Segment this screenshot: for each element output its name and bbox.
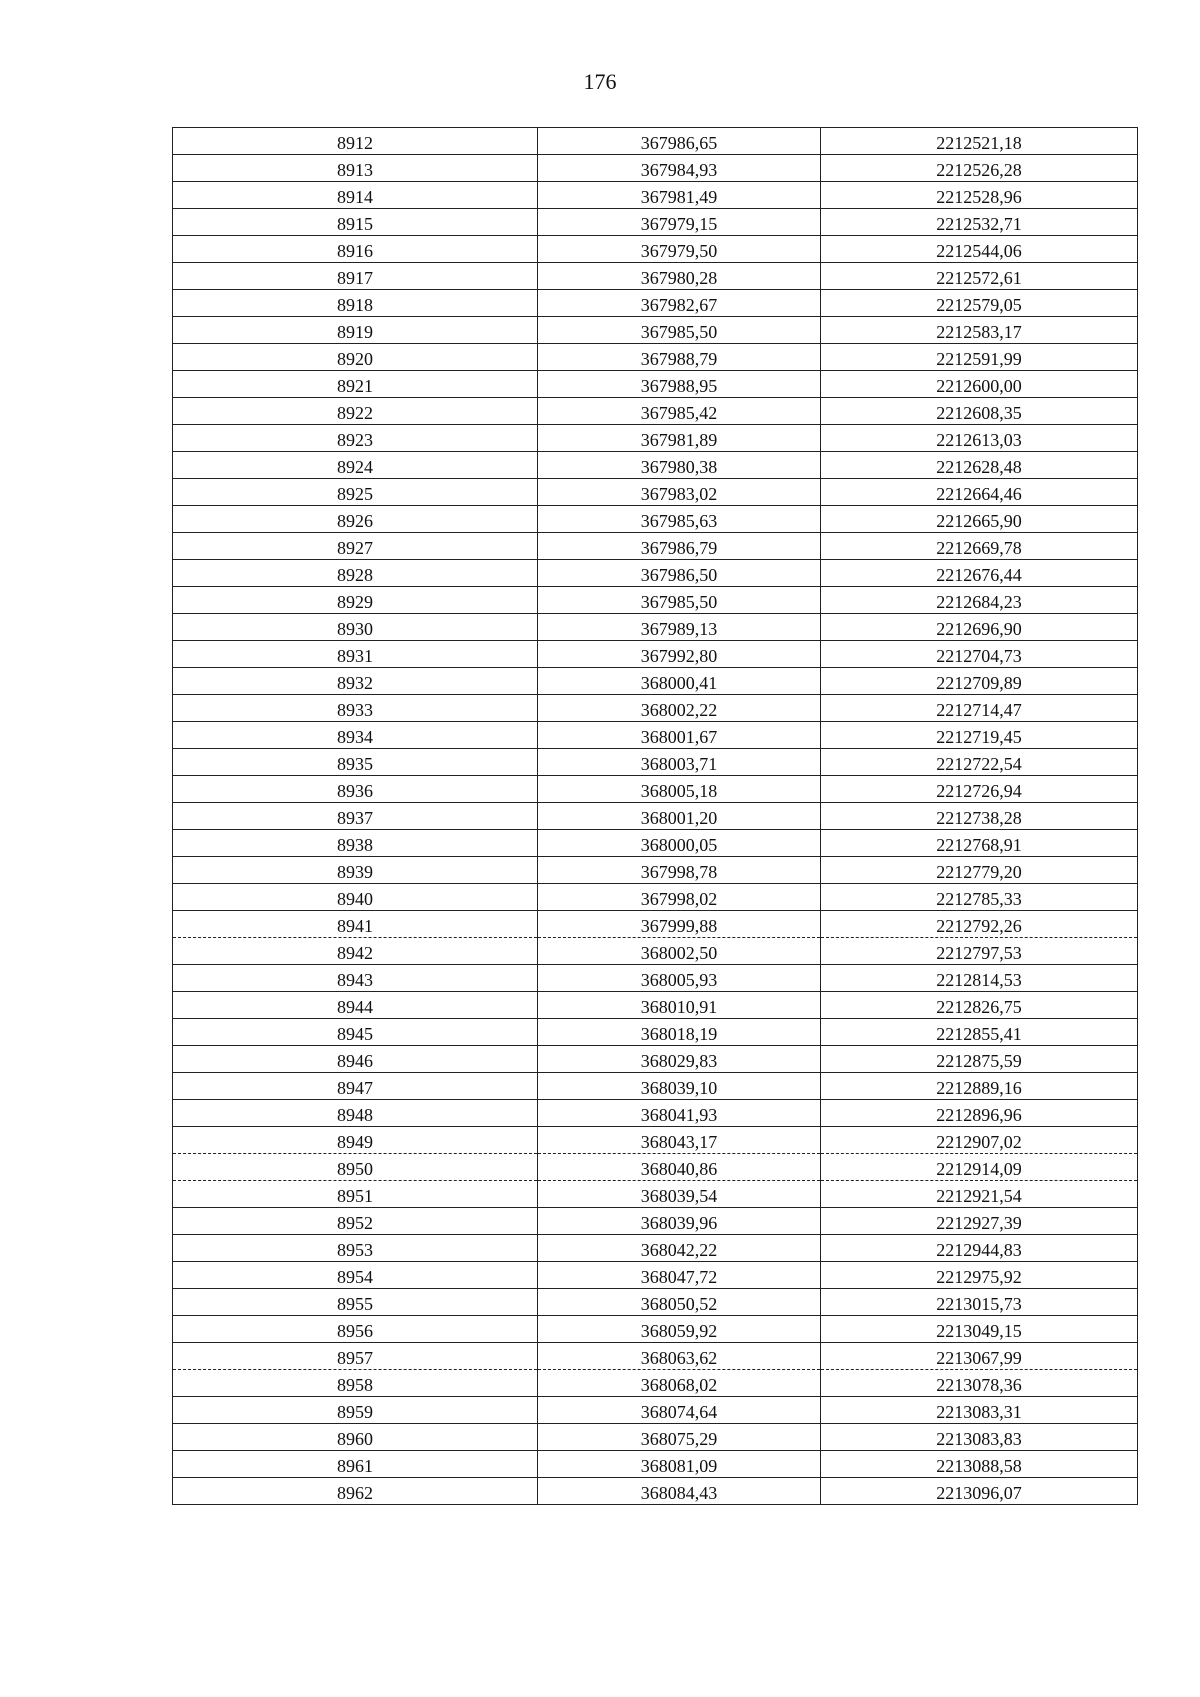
point-number-cell: 8950	[173, 1154, 538, 1181]
x-coordinate-cell: 368000,05	[538, 830, 821, 857]
y-coordinate-cell: 2212927,39	[821, 1208, 1138, 1235]
point-number-cell: 8914	[173, 182, 538, 209]
y-coordinate-cell: 2212572,61	[821, 263, 1138, 290]
point-number-cell: 8929	[173, 587, 538, 614]
y-coordinate-cell: 2212684,23	[821, 587, 1138, 614]
point-number-cell: 8944	[173, 992, 538, 1019]
table-row	[173, 911, 1138, 938]
y-coordinate-cell: 2213096,07	[821, 1478, 1138, 1505]
y-coordinate-cell: 2212855,41	[821, 1019, 1138, 1046]
x-coordinate-cell: 367986,79	[538, 533, 821, 560]
table-row	[173, 938, 1138, 965]
point-number-cell: 8938	[173, 830, 538, 857]
y-coordinate-cell: 2212521,18	[821, 128, 1138, 155]
y-coordinate-cell: 2212944,83	[821, 1235, 1138, 1262]
point-number-cell: 8920	[173, 344, 538, 371]
x-coordinate-cell: 368001,20	[538, 803, 821, 830]
point-number-cell: 8956	[173, 1316, 538, 1343]
point-number-cell: 8931	[173, 641, 538, 668]
coordinates-table-body	[173, 128, 1138, 1505]
y-coordinate-cell: 2212814,53	[821, 965, 1138, 992]
y-coordinate-cell: 2212669,78	[821, 533, 1138, 560]
x-coordinate-cell: 368005,93	[538, 965, 821, 992]
x-coordinate-cell: 368041,93	[538, 1100, 821, 1127]
x-coordinate-cell: 368059,92	[538, 1316, 821, 1343]
point-number-cell: 8943	[173, 965, 538, 992]
point-number-cell: 8961	[173, 1451, 538, 1478]
point-number-cell: 8921	[173, 371, 538, 398]
point-number-cell: 8917	[173, 263, 538, 290]
table-row	[173, 722, 1138, 749]
y-coordinate-cell: 2212579,05	[821, 290, 1138, 317]
x-coordinate-cell: 368000,41	[538, 668, 821, 695]
y-coordinate-cell: 2212526,28	[821, 155, 1138, 182]
point-number-cell: 8941	[173, 911, 538, 938]
y-coordinate-cell: 2212544,06	[821, 236, 1138, 263]
x-coordinate-cell: 368050,52	[538, 1289, 821, 1316]
point-number-cell: 8962	[173, 1478, 538, 1505]
point-number-cell: 8946	[173, 1046, 538, 1073]
y-coordinate-cell: 2212532,71	[821, 209, 1138, 236]
y-coordinate-cell: 2212608,35	[821, 398, 1138, 425]
x-coordinate-cell: 367998,02	[538, 884, 821, 911]
x-coordinate-cell: 368010,91	[538, 992, 821, 1019]
y-coordinate-cell: 2213015,73	[821, 1289, 1138, 1316]
table-row	[173, 1100, 1138, 1127]
y-coordinate-cell: 2213083,83	[821, 1424, 1138, 1451]
table-row	[173, 1127, 1138, 1154]
point-number-cell: 8913	[173, 155, 538, 182]
point-number-cell: 8942	[173, 938, 538, 965]
table-row	[173, 1451, 1138, 1478]
y-coordinate-cell: 2212613,03	[821, 425, 1138, 452]
page-number: 176	[583, 69, 617, 94]
y-coordinate-cell: 2213067,99	[821, 1343, 1138, 1370]
x-coordinate-cell: 368002,22	[538, 695, 821, 722]
y-coordinate-cell: 2212696,90	[821, 614, 1138, 641]
y-coordinate-cell: 2212600,00	[821, 371, 1138, 398]
x-coordinate-cell: 367988,95	[538, 371, 821, 398]
x-coordinate-cell: 368075,29	[538, 1424, 821, 1451]
table-row	[173, 1397, 1138, 1424]
x-coordinate-cell: 368039,54	[538, 1181, 821, 1208]
table-row	[173, 1262, 1138, 1289]
y-coordinate-cell: 2212738,28	[821, 803, 1138, 830]
y-coordinate-cell: 2212779,20	[821, 857, 1138, 884]
point-number-cell: 8937	[173, 803, 538, 830]
x-coordinate-cell: 367980,28	[538, 263, 821, 290]
x-coordinate-cell: 367984,93	[538, 155, 821, 182]
point-number-cell: 8952	[173, 1208, 538, 1235]
x-coordinate-cell: 368018,19	[538, 1019, 821, 1046]
x-coordinate-cell: 367981,89	[538, 425, 821, 452]
table-row	[173, 1316, 1138, 1343]
point-number-cell: 8954	[173, 1262, 538, 1289]
y-coordinate-cell: 2212665,90	[821, 506, 1138, 533]
x-coordinate-cell: 368063,62	[538, 1343, 821, 1370]
point-number-cell: 8960	[173, 1424, 538, 1451]
table-row	[173, 1208, 1138, 1235]
table-row	[173, 1019, 1138, 1046]
point-number-cell: 8936	[173, 776, 538, 803]
x-coordinate-cell: 367999,88	[538, 911, 821, 938]
y-coordinate-cell: 2212914,09	[821, 1154, 1138, 1181]
x-coordinate-cell: 368081,09	[538, 1451, 821, 1478]
table-row	[173, 992, 1138, 1019]
x-coordinate-cell: 368039,96	[538, 1208, 821, 1235]
table-row	[173, 1235, 1138, 1262]
x-coordinate-cell: 368068,02	[538, 1370, 821, 1397]
point-number-cell: 8933	[173, 695, 538, 722]
point-number-cell: 8915	[173, 209, 538, 236]
table-row	[173, 776, 1138, 803]
table-row	[173, 695, 1138, 722]
y-coordinate-cell: 2212719,45	[821, 722, 1138, 749]
table-row	[173, 236, 1138, 263]
x-coordinate-cell: 368003,71	[538, 749, 821, 776]
x-coordinate-cell: 367982,67	[538, 290, 821, 317]
point-number-cell: 8934	[173, 722, 538, 749]
table-row	[173, 425, 1138, 452]
table-row	[173, 344, 1138, 371]
table-row	[173, 1370, 1138, 1397]
table-row	[173, 1424, 1138, 1451]
x-coordinate-cell: 367985,50	[538, 587, 821, 614]
point-number-cell: 8918	[173, 290, 538, 317]
point-number-cell: 8951	[173, 1181, 538, 1208]
table-row	[173, 398, 1138, 425]
point-number-cell: 8957	[173, 1343, 538, 1370]
table-row	[173, 641, 1138, 668]
table-row	[173, 263, 1138, 290]
x-coordinate-cell: 368043,17	[538, 1127, 821, 1154]
point-number-cell: 8922	[173, 398, 538, 425]
y-coordinate-cell: 2212921,54	[821, 1181, 1138, 1208]
table-row	[173, 506, 1138, 533]
x-coordinate-cell: 367998,78	[538, 857, 821, 884]
table-row	[173, 452, 1138, 479]
y-coordinate-cell: 2212889,16	[821, 1073, 1138, 1100]
table-row	[173, 155, 1138, 182]
table-row	[173, 533, 1138, 560]
x-coordinate-cell: 368002,50	[538, 938, 821, 965]
table-row	[173, 1181, 1138, 1208]
point-number-cell: 8935	[173, 749, 538, 776]
table-row	[173, 1478, 1138, 1505]
table-row	[173, 128, 1138, 155]
y-coordinate-cell: 2213088,58	[821, 1451, 1138, 1478]
y-coordinate-cell: 2212714,47	[821, 695, 1138, 722]
y-coordinate-cell: 2212722,54	[821, 749, 1138, 776]
x-coordinate-cell: 368084,43	[538, 1478, 821, 1505]
y-coordinate-cell: 2212704,73	[821, 641, 1138, 668]
y-coordinate-cell: 2212785,33	[821, 884, 1138, 911]
x-coordinate-cell: 368039,10	[538, 1073, 821, 1100]
point-number-cell: 8945	[173, 1019, 538, 1046]
x-coordinate-cell: 368029,83	[538, 1046, 821, 1073]
table-row	[173, 560, 1138, 587]
x-coordinate-cell: 368005,18	[538, 776, 821, 803]
table-row	[173, 1046, 1138, 1073]
point-number-cell: 8958	[173, 1370, 538, 1397]
x-coordinate-cell: 367985,42	[538, 398, 821, 425]
table-row	[173, 1343, 1138, 1370]
y-coordinate-cell: 2212664,46	[821, 479, 1138, 506]
x-coordinate-cell: 367979,15	[538, 209, 821, 236]
point-number-cell: 8926	[173, 506, 538, 533]
y-coordinate-cell: 2212709,89	[821, 668, 1138, 695]
x-coordinate-cell: 368047,72	[538, 1262, 821, 1289]
x-coordinate-cell: 368042,22	[538, 1235, 821, 1262]
table-row	[173, 479, 1138, 506]
x-coordinate-cell: 367988,79	[538, 344, 821, 371]
y-coordinate-cell: 2212896,96	[821, 1100, 1138, 1127]
x-coordinate-cell: 367989,13	[538, 614, 821, 641]
x-coordinate-cell: 368001,67	[538, 722, 821, 749]
point-number-cell: 8953	[173, 1235, 538, 1262]
x-coordinate-cell: 367985,50	[538, 317, 821, 344]
table-row	[173, 209, 1138, 236]
point-number-cell: 8955	[173, 1289, 538, 1316]
table-row	[173, 884, 1138, 911]
point-number-cell: 8916	[173, 236, 538, 263]
y-coordinate-cell: 2213083,31	[821, 1397, 1138, 1424]
x-coordinate-cell: 367986,65	[538, 128, 821, 155]
coordinates-table	[172, 127, 1138, 1505]
y-coordinate-cell: 2212591,99	[821, 344, 1138, 371]
y-coordinate-cell: 2213078,36	[821, 1370, 1138, 1397]
y-coordinate-cell: 2212792,26	[821, 911, 1138, 938]
y-coordinate-cell: 2212907,02	[821, 1127, 1138, 1154]
y-coordinate-cell: 2212583,17	[821, 317, 1138, 344]
point-number-cell: 8959	[173, 1397, 538, 1424]
table-row	[173, 317, 1138, 344]
point-number-cell: 8947	[173, 1073, 538, 1100]
point-number-cell: 8925	[173, 479, 538, 506]
point-number-cell: 8930	[173, 614, 538, 641]
x-coordinate-cell: 368040,86	[538, 1154, 821, 1181]
y-coordinate-cell: 2212628,48	[821, 452, 1138, 479]
point-number-cell: 8923	[173, 425, 538, 452]
y-coordinate-cell: 2212528,96	[821, 182, 1138, 209]
point-number-cell: 8932	[173, 668, 538, 695]
y-coordinate-cell: 2212797,53	[821, 938, 1138, 965]
table-row	[173, 371, 1138, 398]
table-row	[173, 587, 1138, 614]
y-coordinate-cell: 2212975,92	[821, 1262, 1138, 1289]
point-number-cell: 8939	[173, 857, 538, 884]
x-coordinate-cell: 367983,02	[538, 479, 821, 506]
point-number-cell: 8949	[173, 1127, 538, 1154]
table-row	[173, 1073, 1138, 1100]
point-number-cell: 8940	[173, 884, 538, 911]
table-row	[173, 857, 1138, 884]
table-row	[173, 1154, 1138, 1181]
y-coordinate-cell: 2212726,94	[821, 776, 1138, 803]
x-coordinate-cell: 367980,38	[538, 452, 821, 479]
table-row	[173, 830, 1138, 857]
y-coordinate-cell: 2213049,15	[821, 1316, 1138, 1343]
x-coordinate-cell: 367992,80	[538, 641, 821, 668]
table-row	[173, 749, 1138, 776]
point-number-cell: 8927	[173, 533, 538, 560]
table-row	[173, 290, 1138, 317]
x-coordinate-cell: 367981,49	[538, 182, 821, 209]
point-number-cell: 8928	[173, 560, 538, 587]
table-row	[173, 182, 1138, 209]
y-coordinate-cell: 2212676,44	[821, 560, 1138, 587]
point-number-cell: 8919	[173, 317, 538, 344]
x-coordinate-cell: 367985,63	[538, 506, 821, 533]
y-coordinate-cell: 2212826,75	[821, 992, 1138, 1019]
x-coordinate-cell: 367986,50	[538, 560, 821, 587]
table-row	[173, 803, 1138, 830]
y-coordinate-cell: 2212768,91	[821, 830, 1138, 857]
table-row	[173, 668, 1138, 695]
point-number-cell: 8924	[173, 452, 538, 479]
point-number-cell: 8948	[173, 1100, 538, 1127]
x-coordinate-cell: 367979,50	[538, 236, 821, 263]
table-row	[173, 1289, 1138, 1316]
y-coordinate-cell: 2212875,59	[821, 1046, 1138, 1073]
table-row	[173, 965, 1138, 992]
x-coordinate-cell: 368074,64	[538, 1397, 821, 1424]
point-number-cell: 8912	[173, 128, 538, 155]
table-row	[173, 614, 1138, 641]
